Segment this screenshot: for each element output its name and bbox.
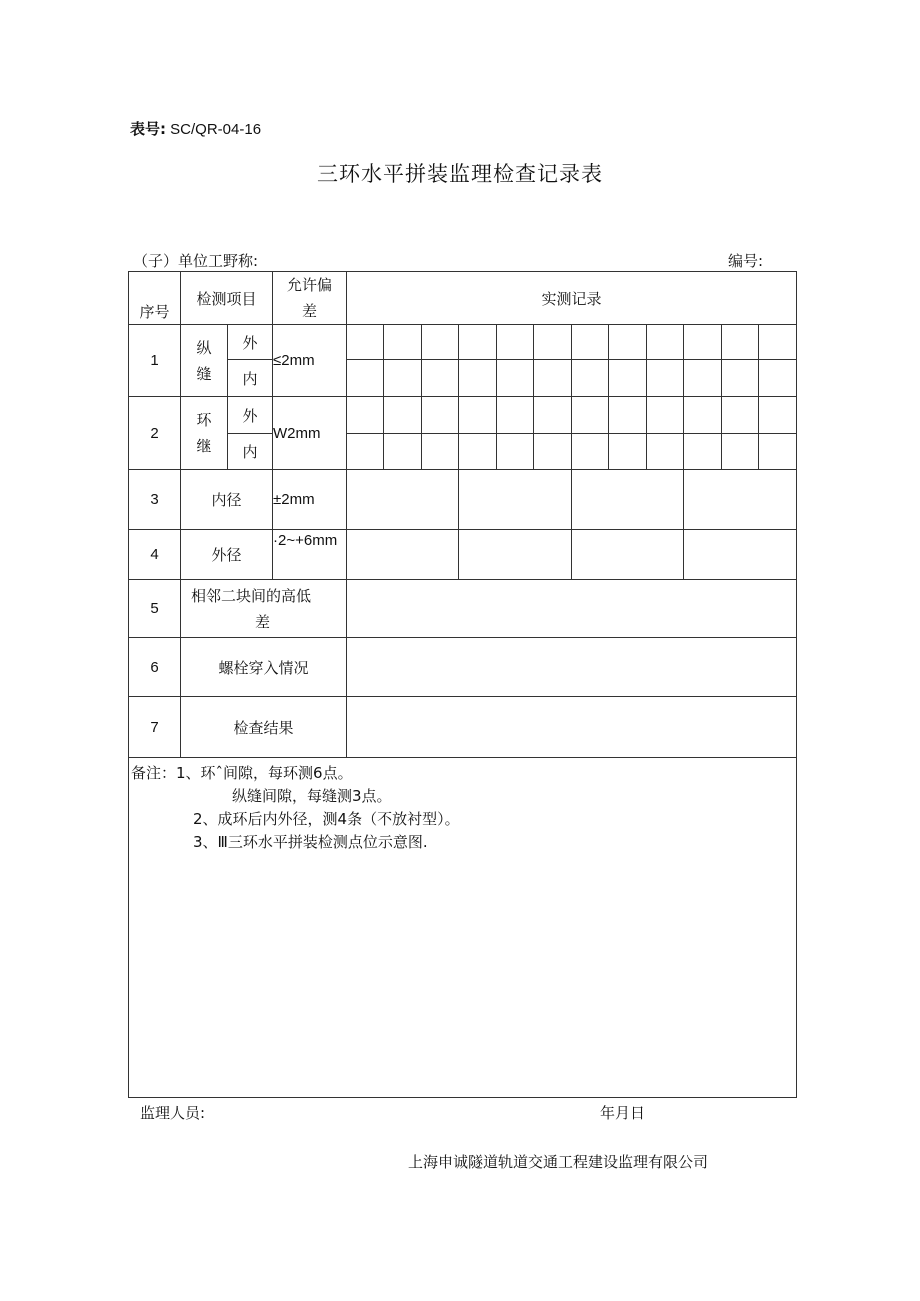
company-name: 上海申诚隧道轨道交通工程建设监理有限公司 (408, 1153, 709, 1171)
record-cell[interactable] (609, 397, 647, 434)
record-cell[interactable] (684, 360, 722, 397)
record-cell[interactable] (759, 397, 797, 434)
row-number: 2 (129, 397, 181, 470)
record-cell[interactable] (347, 325, 384, 360)
row-item (181, 397, 228, 470)
row-number: 1 (129, 325, 181, 397)
record-cell[interactable] (759, 434, 797, 470)
note-line: 备注：1、环ˆ间隙，每环测6点。 (131, 764, 353, 782)
row-number: 6 (129, 638, 181, 697)
note-line: 2、成环后内外径，测4条（不放衬型）。 (193, 810, 460, 828)
record-cell[interactable] (684, 397, 722, 434)
row-number: 5 (129, 580, 181, 638)
serial-number-label: 编号: (728, 252, 764, 270)
row-item-line1: 相邻二块间的高低 (191, 586, 312, 605)
row-item (181, 325, 228, 397)
record-cell[interactable] (684, 434, 722, 470)
form-number (130, 118, 261, 139)
record-cell[interactable] (459, 530, 572, 580)
header-row (129, 272, 797, 325)
date-label: 年月日 (600, 1104, 646, 1122)
row-item: 螺栓穿入情况 (181, 638, 347, 697)
record-cell[interactable] (609, 325, 647, 360)
record-cell[interactable] (722, 360, 759, 397)
record-cell[interactable] (497, 360, 534, 397)
record-cell[interactable] (459, 470, 572, 530)
record-cell[interactable] (572, 470, 684, 530)
table-row (129, 434, 797, 470)
record-cell[interactable] (722, 434, 759, 470)
record-cell[interactable] (684, 470, 797, 530)
table-row (129, 638, 797, 697)
record-cell[interactable] (572, 434, 609, 470)
inspection-table (128, 271, 797, 1098)
row-item-line2: 差 (255, 612, 271, 631)
row-tolerance: W2mm (273, 397, 347, 470)
row-tolerance: ±2mm (273, 470, 347, 530)
record-cell[interactable] (459, 397, 497, 434)
table-row (129, 360, 797, 397)
table-row (129, 397, 797, 434)
row-item-line2: 缝 (196, 364, 212, 383)
record-cell[interactable] (347, 360, 384, 397)
record-cell[interactable] (422, 434, 459, 470)
record-cell[interactable] (647, 360, 684, 397)
record-cell[interactable] (497, 434, 534, 470)
row-tolerance: ·2~+6mm (273, 530, 347, 580)
record-cell[interactable] (347, 697, 797, 758)
record-cell[interactable] (647, 325, 684, 360)
record-cell[interactable] (347, 580, 797, 638)
record-cell[interactable] (422, 360, 459, 397)
record-cell[interactable] (759, 325, 797, 360)
header-seq: 序号 (129, 272, 181, 325)
record-cell[interactable] (384, 360, 422, 397)
notes-cell (129, 758, 797, 1098)
table-row (129, 530, 797, 580)
inspector-label: 监理人员: (140, 1104, 206, 1122)
record-cell[interactable] (347, 397, 384, 434)
row-item (181, 580, 347, 638)
record-cell[interactable] (572, 530, 684, 580)
record-cell[interactable] (347, 530, 459, 580)
row-item: 检查结果 (181, 697, 347, 758)
sub-outer: 外 (228, 397, 273, 434)
record-cell[interactable] (497, 397, 534, 434)
table-row (129, 697, 797, 758)
record-cell[interactable] (722, 325, 759, 360)
form-number-value: SC/QR-04-16 (170, 121, 262, 138)
record-cell[interactable] (684, 325, 722, 360)
record-cell[interactable] (684, 530, 797, 580)
header-record: 实测记录 (347, 272, 797, 325)
record-cell[interactable] (572, 325, 609, 360)
header-tolerance (273, 272, 347, 325)
row-item: 内径 (181, 470, 273, 530)
record-cell[interactable] (722, 397, 759, 434)
row-item-line2: 继 (196, 437, 212, 455)
record-cell[interactable] (347, 470, 459, 530)
record-cell[interactable] (609, 360, 647, 397)
record-cell[interactable] (572, 397, 609, 434)
record-cell[interactable] (759, 360, 797, 397)
record-cell[interactable] (347, 638, 797, 697)
record-cell[interactable] (347, 434, 384, 470)
row-number: 7 (129, 697, 181, 758)
note-line: 3、Ⅲ三环水平拼装检测点位示意图. (193, 833, 428, 851)
page-title: 三环水平拼装监理检查记录表 (317, 162, 603, 186)
table-row (129, 325, 797, 360)
notes-row (129, 758, 797, 1098)
record-cell[interactable] (534, 360, 572, 397)
record-cell[interactable] (534, 434, 572, 470)
sub-outer: 外 (228, 325, 273, 360)
record-cell[interactable] (459, 325, 497, 360)
record-cell[interactable] (384, 434, 422, 470)
record-cell[interactable] (534, 397, 572, 434)
record-cell[interactable] (572, 360, 609, 397)
table-row (129, 580, 797, 638)
record-cell[interactable] (384, 325, 422, 360)
row-number: 3 (129, 470, 181, 530)
sub-inner: 内 (228, 434, 273, 470)
record-cell[interactable] (422, 325, 459, 360)
record-cell[interactable] (459, 434, 497, 470)
header-item: 检测项目 (181, 272, 273, 325)
row-item-line1: 环 (196, 411, 212, 429)
record-cell[interactable] (647, 397, 684, 434)
note-line: 纵缝间隙，每缝测3点。 (232, 787, 392, 805)
record-cell[interactable] (422, 397, 459, 434)
row-number: 4 (129, 530, 181, 580)
record-cell[interactable] (647, 434, 684, 470)
header-tolerance-line2: 差 (301, 302, 317, 320)
record-cell[interactable] (497, 325, 534, 360)
sub-inner: 内 (228, 360, 273, 397)
row-tolerance: ≤2mm (273, 325, 347, 397)
unit-name-label: （子）单位工野称: (133, 252, 259, 270)
record-cell[interactable] (534, 325, 572, 360)
form-number-label: 表号: (130, 120, 166, 138)
record-cell[interactable] (384, 397, 422, 434)
header-tolerance-line1: 允许偏 (286, 276, 332, 294)
record-cell[interactable] (459, 360, 497, 397)
record-cell[interactable] (609, 434, 647, 470)
table-row (129, 470, 797, 530)
row-item: 外径 (181, 530, 273, 580)
row-item-line1: 纵 (196, 338, 212, 357)
